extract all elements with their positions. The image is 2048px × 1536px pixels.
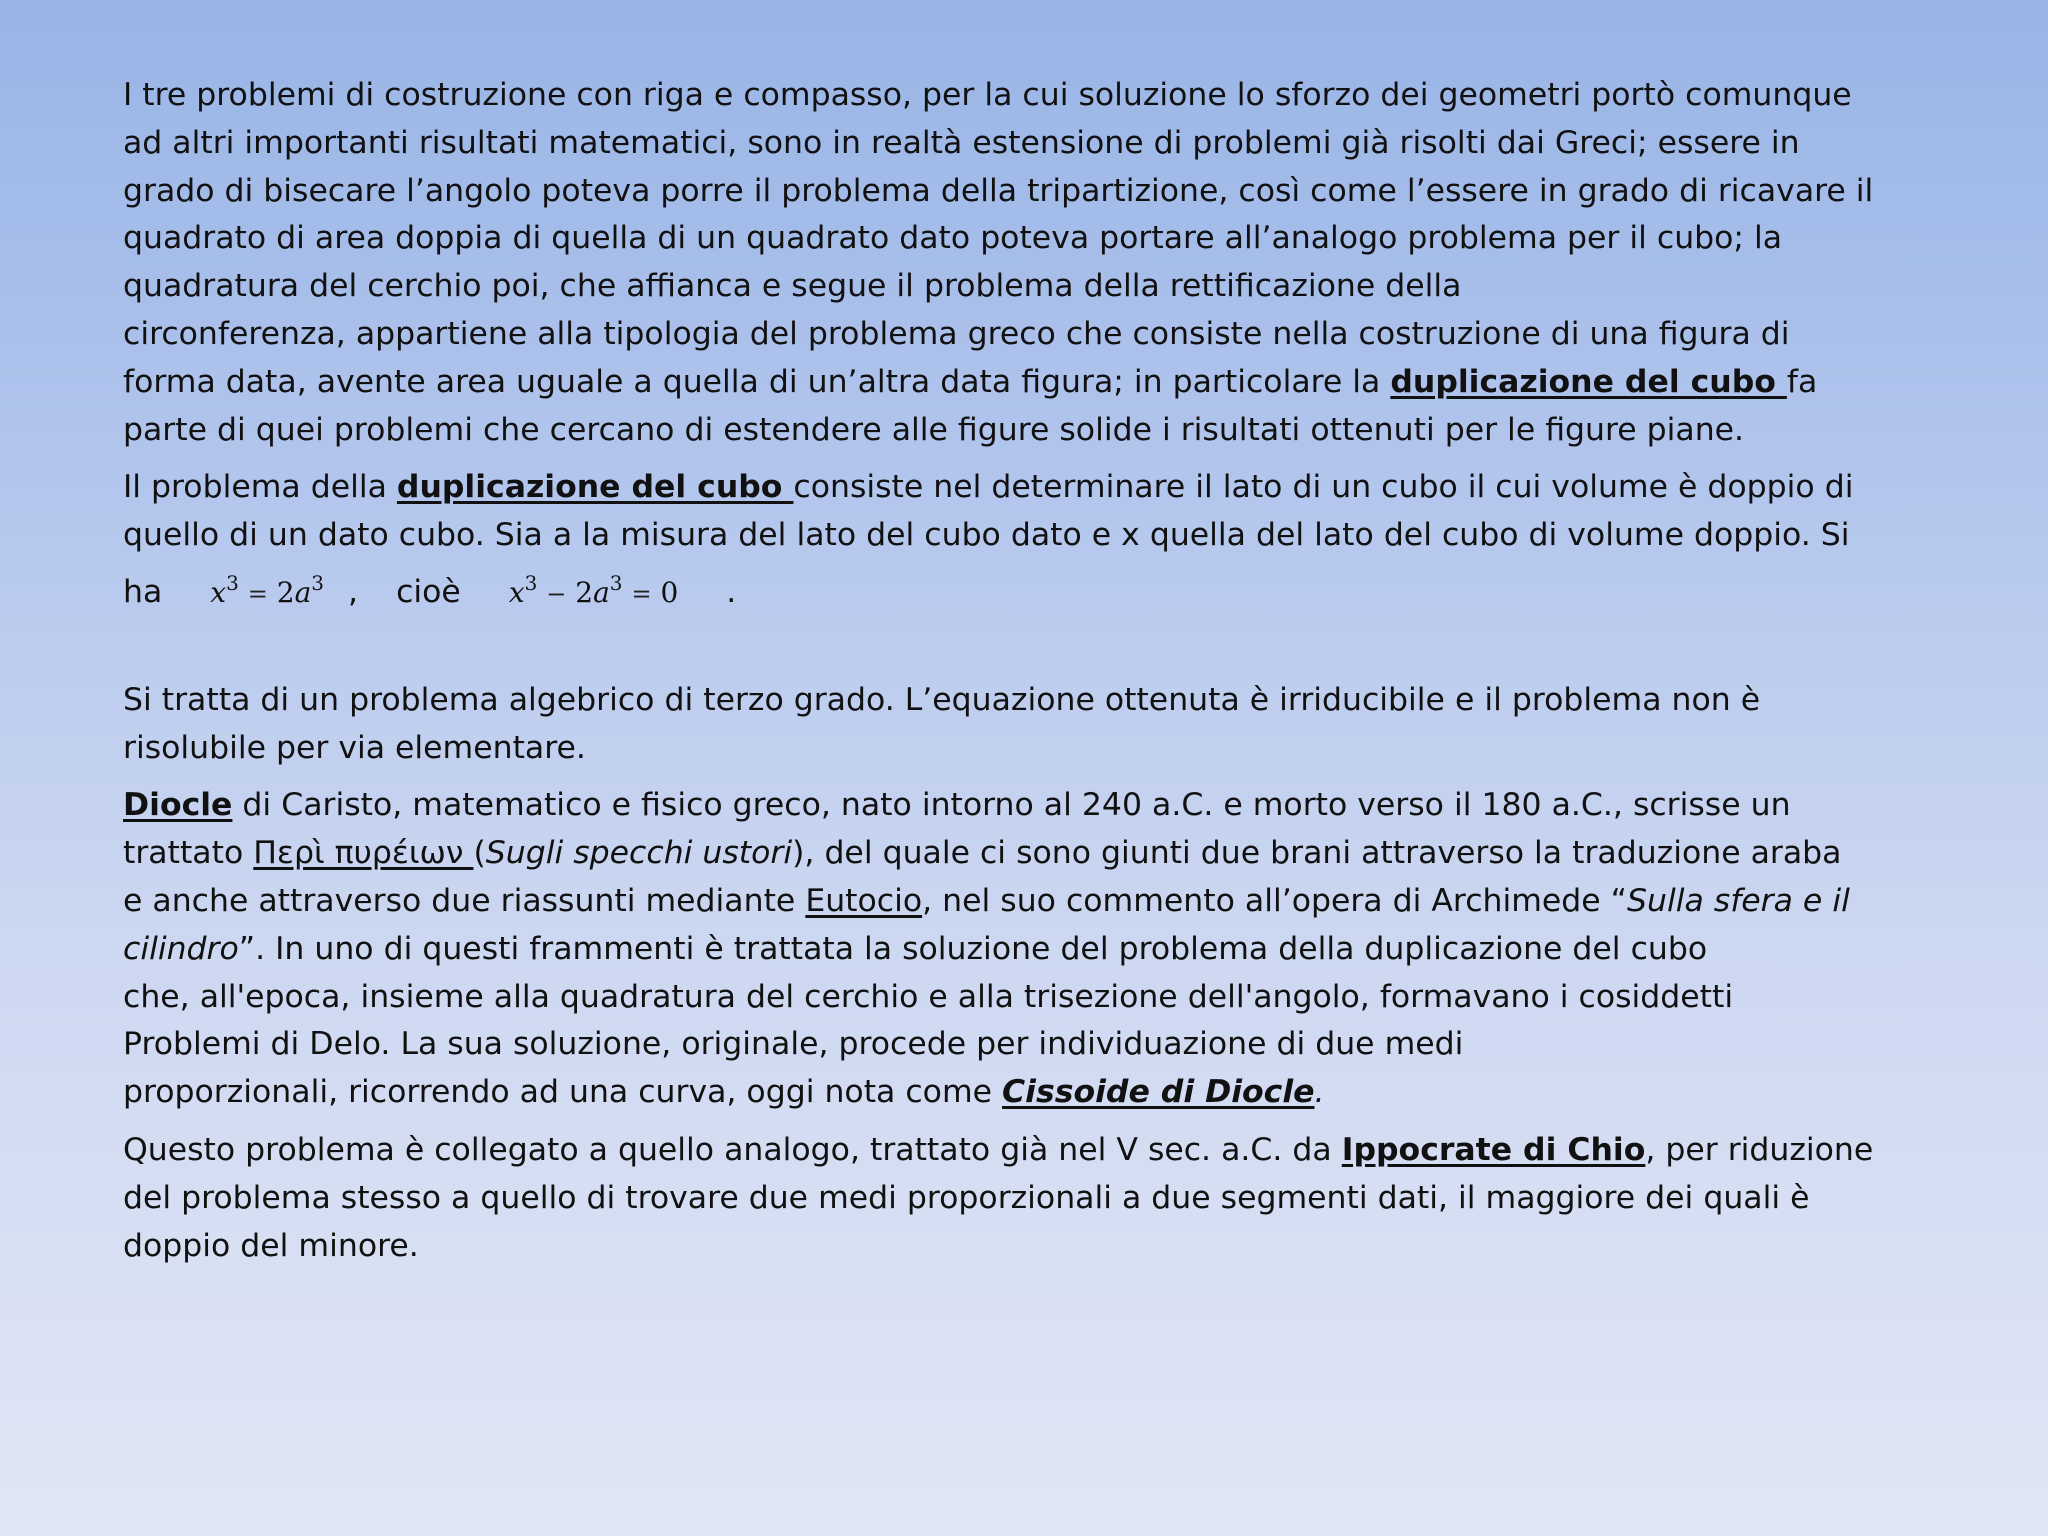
text-line: Problemi di Delo. La sua soluzione, originale, procede per individuazione di due medi xyxy=(123,1026,1464,1063)
text-segment: cioè xyxy=(396,573,461,610)
text-line: che, all'epoca, insieme alla quadratura del cerchio e alla trisezione dell'angolo, formavano i cosiddetti xyxy=(123,978,1734,1015)
text-line: ad altri importanti risultati matematici, sono in realtà estensione di problemi già risolti dai Greci; essere in xyxy=(123,124,1800,161)
text-line xyxy=(123,782,1903,830)
paragraph-algebrico xyxy=(123,677,1903,773)
formula-comma: , xyxy=(348,573,359,610)
text-segment: consiste nel determinare il lato di un cubo il cui volume è doppio di xyxy=(793,469,1854,506)
text-line xyxy=(123,464,1903,512)
text-line: circonferenza, appartiene alla tipologia del problema greco che consiste nella costruzione di una figura di xyxy=(123,315,1790,352)
text-segment: ( xyxy=(473,835,486,872)
formula-coefficient: 2 xyxy=(276,575,295,609)
peri-pyreion-link[interactable]: Περὶ πυρέιων xyxy=(253,835,474,872)
text-segment: forma data, avente area uguale a quella di un’altra data figura; in particolare la xyxy=(123,363,1391,400)
text-line: del problema stesso a quello di trovare due medi proporzionali a due segmenti dati, il maggiore dei quali è xyxy=(123,1179,1810,1216)
text-segment: Sugli specchi ustori xyxy=(485,835,793,872)
formula-coefficient: 2 xyxy=(575,575,594,609)
text-segment: . xyxy=(1314,1074,1325,1111)
formula-var-a: a xyxy=(294,575,312,609)
text-line xyxy=(123,830,1903,878)
text-line: quadrato di area doppia di quella di un quadrato dato poteva portare all’analogo problema per il cubo; la xyxy=(123,220,1783,257)
formula-var-x: x xyxy=(508,575,525,609)
formula-exponent: 3 xyxy=(609,570,623,595)
formula-var-x: x xyxy=(210,575,227,609)
text-segment: ha xyxy=(123,573,163,610)
paragraph-diocle xyxy=(123,782,1903,1117)
formula-exponent: 3 xyxy=(311,570,325,595)
text-segment: e anche attraverso due riassunti mediante xyxy=(123,882,806,919)
text-line: Si tratta di un problema algebrico di terzo grado. L’equazione ottenuta è irriducibile e il problema non è xyxy=(123,681,1761,718)
text-segment: di Caristo, matematico e fisico greco, nato intorno al 240 a.C. e morto verso il 180 a.C., scrisse un xyxy=(232,787,1791,824)
paragraph-intro xyxy=(123,72,1903,454)
text-line: grado di bisecare l’angolo poteva porre il problema della tripartizione, così come l’essere in grado di ricavare il xyxy=(123,172,1874,209)
text-line: risolubile per via elementare. xyxy=(123,729,586,766)
text-segment: , per riduzione xyxy=(1645,1131,1874,1168)
eutocio-link[interactable]: Eutocio xyxy=(805,882,923,919)
cissoide-di-diocle-link[interactable]: Cissoide di Diocle xyxy=(1002,1074,1315,1111)
text-segment: cilindro xyxy=(123,930,239,967)
diocle-link[interactable]: Diocle xyxy=(123,787,233,824)
formula-exponent: 3 xyxy=(524,570,538,595)
text-line: I tre problemi di costruzione con riga e compasso, per la cui soluzione lo sforzo dei geometri portò comunque xyxy=(123,77,1852,113)
text-line: quello di un dato cubo. Sia a la misura del lato del cubo dato e x quella del lato del cubo di volume doppio. Si xyxy=(123,517,1850,554)
formula-var-a: a xyxy=(593,575,610,609)
formula-equals: = xyxy=(631,579,652,608)
text-line xyxy=(123,359,1903,407)
text-line: parte di quei problemi che cercano di estendere alle figure solide i risultati ottenuti per le figure piane. xyxy=(123,411,1745,448)
equation-x3-minus-2a3-equals-0 xyxy=(508,570,679,609)
formula-period: . xyxy=(726,573,737,610)
formula-line xyxy=(123,560,1903,619)
duplicazione-del-cubo-link[interactable]: duplicazione del cubo xyxy=(1390,363,1787,400)
paragraph-duplicazione xyxy=(123,464,1903,618)
text-segment: ), del quale ci sono giunti due brani attraverso la traduzione araba xyxy=(792,835,1842,872)
duplicazione-del-cubo-link[interactable]: duplicazione del cubo xyxy=(396,469,794,506)
formula-exponent: 3 xyxy=(226,570,239,595)
ippocrate-di-chio-link[interactable]: Ippocrate di Chio xyxy=(1341,1131,1646,1168)
text-segment: Questo problema è collegato a quello analogo, trattato già nel V sec. a.C. da xyxy=(123,1131,1342,1168)
text-segment: ”. In uno di questi frammenti è trattata la soluzione del problema della duplicazione del cubo xyxy=(238,930,1708,967)
formula-minus: − xyxy=(546,579,567,608)
text-segment: Sulla sfera e il xyxy=(1627,882,1850,919)
text-line xyxy=(123,1069,1903,1117)
text-line xyxy=(123,1127,1903,1175)
text-line: quadratura del cerchio poi, che affianca e segue il problema della rettificazione della xyxy=(123,268,1462,305)
text-segment: proporzionali, ricorrendo ad una curva, oggi nota come xyxy=(123,1074,1003,1111)
text-line xyxy=(123,926,1903,974)
equation-x3-equals-2a3 xyxy=(210,570,325,609)
text-line: doppio del minore. xyxy=(123,1227,419,1264)
text-segment: fa xyxy=(1786,363,1818,400)
paragraph-ippocrate xyxy=(123,1127,1903,1270)
text-segment: Il problema della xyxy=(123,469,397,506)
formula-equals: = xyxy=(247,579,268,608)
text-segment: , nel suo commento all’opera di Archimede “ xyxy=(922,882,1627,919)
slide-body xyxy=(123,72,1903,1280)
formula-zero: 0 xyxy=(660,575,679,609)
text-segment: trattato xyxy=(123,835,254,872)
text-line xyxy=(123,878,1903,926)
